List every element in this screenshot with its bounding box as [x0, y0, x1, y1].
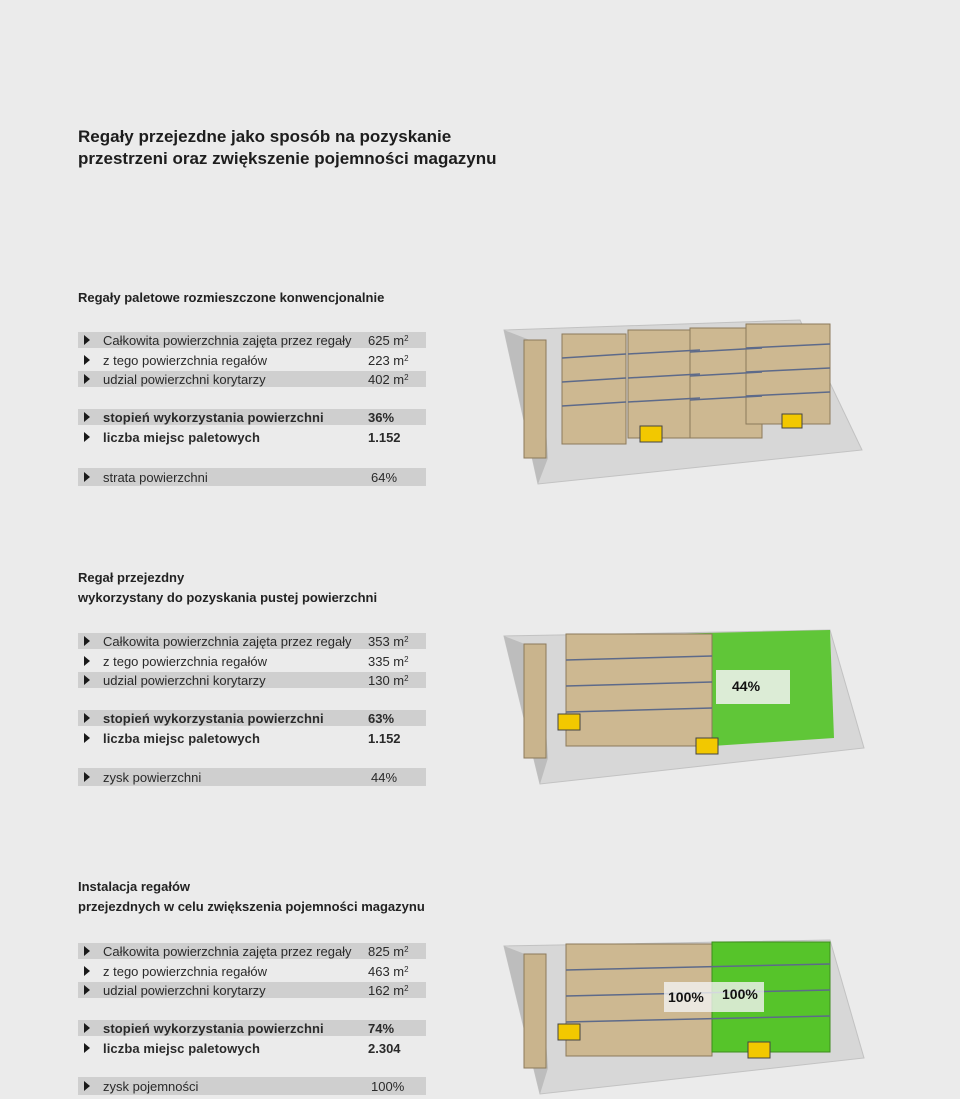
- stat-value: 335 $m^2$: [368, 653, 409, 669]
- stat-row: [78, 371, 426, 387]
- stat-label: Całkowita powierzchnia zajęta przez regały: [103, 633, 352, 649]
- section-conventional: [78, 288, 426, 485]
- stat-value: 74%: [368, 1020, 395, 1036]
- forklift-icon: [558, 714, 580, 730]
- triangle-bullet-icon: [84, 472, 90, 482]
- stat-row: [78, 943, 426, 959]
- section-subheading: wykorzystany do pozyskania pustej powierzchni: [78, 590, 378, 605]
- stat-row-summary: [78, 468, 426, 486]
- stat-row: [78, 429, 426, 445]
- stat-row: [78, 633, 426, 649]
- triangle-bullet-icon: [84, 412, 90, 422]
- stat-row: [78, 352, 426, 368]
- stat-value: 130 $m^2$: [368, 672, 409, 688]
- page-title-line1: Regały przejezdne jako sposób na pozyskanie: [78, 127, 452, 146]
- stat-label: Całkowita powierzchnia zajęta przez regały: [103, 332, 352, 348]
- triangle-bullet-icon: [84, 946, 90, 956]
- stat-row: [78, 332, 426, 348]
- stat-value: 402 $m^2$: [368, 371, 409, 387]
- stat-value: 625 $m^2$: [368, 332, 409, 348]
- stat-value: 463 $m^2$: [368, 963, 409, 979]
- stat-label: z tego powierzchnia regałów: [103, 653, 268, 669]
- triangle-bullet-icon: [84, 966, 90, 976]
- triangle-bullet-icon: [84, 713, 90, 723]
- page-title: [78, 126, 497, 170]
- stat-row: [78, 409, 426, 425]
- section-subheading: przejezdnych w celu zwiększenia pojemności magazynu: [78, 899, 425, 914]
- stat-label: stopień wykorzystania powierzchni: [103, 710, 324, 726]
- stat-row: [78, 730, 426, 746]
- stat-label: Całkowita powierzchnia zajęta przez regały: [103, 943, 352, 959]
- section-mobile-space: [78, 568, 426, 785]
- stat-label: zysk pojemności: [103, 1078, 199, 1094]
- triangle-bullet-icon: [84, 656, 90, 666]
- stat-row: [78, 672, 426, 688]
- forklift-icon: [748, 1042, 770, 1058]
- rack-row: [524, 954, 546, 1068]
- forklift-icon: [640, 426, 662, 442]
- triangle-bullet-icon: [84, 733, 90, 743]
- triangle-bullet-icon: [84, 675, 90, 685]
- section-mobile-capacity: [78, 877, 426, 1094]
- stat-value: 2.304: [368, 1040, 401, 1056]
- triangle-bullet-icon: [84, 1023, 90, 1033]
- stat-value: 1.152: [368, 730, 401, 746]
- rack-row: [524, 644, 546, 758]
- stat-label: liczba miejsc paletowych: [103, 429, 261, 445]
- warehouse-illustration-capacity-gain: [500, 938, 868, 1098]
- overlay-percentage-2: 100%: [722, 986, 758, 1002]
- warehouse-illustration-space-gain: [500, 628, 868, 788]
- triangle-bullet-icon: [84, 1043, 90, 1053]
- triangle-bullet-icon: [84, 636, 90, 646]
- stat-value: 36%: [368, 409, 395, 425]
- stat-label: udzial powierzchni korytarzy: [103, 371, 266, 387]
- stat-label: stopień wykorzystania powierzchni: [103, 1020, 324, 1036]
- triangle-bullet-icon: [84, 1081, 90, 1091]
- stat-row: [78, 710, 426, 726]
- overlay-percentage: 44%: [732, 678, 761, 694]
- stat-label: liczba miejsc paletowych: [103, 730, 261, 746]
- section-heading: Regał przejezdny: [78, 570, 185, 585]
- stat-row-summary: [78, 1077, 426, 1095]
- triangle-bullet-icon: [84, 432, 90, 442]
- stat-row-summary: [78, 768, 426, 786]
- stat-value: 1.152: [368, 429, 401, 445]
- stat-value: 63%: [368, 710, 395, 726]
- stat-label: z tego powierzchnia regałów: [103, 352, 268, 368]
- stat-label: udzial powierzchni korytarzy: [103, 672, 266, 688]
- forklift-icon: [696, 738, 718, 754]
- stat-row: [78, 982, 426, 998]
- stat-value: 223 $m^2$: [368, 352, 409, 368]
- stat-label: zysk powierzchni: [103, 769, 202, 785]
- stat-value: 64%: [371, 469, 398, 485]
- stat-value: 44%: [371, 769, 398, 785]
- stat-row: [78, 963, 426, 979]
- overlay-percentage: 100%: [668, 989, 704, 1005]
- stat-label: udzial powierzchni korytarzy: [103, 982, 266, 998]
- triangle-bullet-icon: [84, 374, 90, 384]
- stat-value: 100%: [371, 1078, 405, 1094]
- stat-value: 825 $m^2$: [368, 943, 409, 959]
- stat-row: [78, 1040, 426, 1056]
- stat-label: liczba miejsc paletowych: [103, 1040, 261, 1056]
- triangle-bullet-icon: [84, 355, 90, 365]
- stat-label: strata powierzchni: [103, 469, 208, 485]
- mobile-rack-block: [566, 634, 712, 746]
- forklift-icon: [782, 414, 802, 428]
- triangle-bullet-icon: [84, 985, 90, 995]
- forklift-icon: [558, 1024, 580, 1040]
- stat-value: 353 $m^2$: [368, 633, 409, 649]
- page-title-line2: przestrzeni oraz zwiększenie pojemności magazynu: [78, 149, 497, 168]
- section-heading: Instalacja regałów: [78, 879, 190, 894]
- stat-label: z tego powierzchnia regałów: [103, 963, 268, 979]
- stat-row: [78, 653, 426, 669]
- stat-row: [78, 1020, 426, 1036]
- stat-value: 162 $m^2$: [368, 982, 409, 998]
- triangle-bullet-icon: [84, 772, 90, 782]
- warehouse-illustration-conventional: [500, 318, 868, 488]
- stat-label: stopień wykorzystania powierzchni: [103, 409, 324, 425]
- triangle-bullet-icon: [84, 335, 90, 345]
- section-heading: Regały paletowe rozmieszczone konwencjonalnie: [78, 290, 385, 305]
